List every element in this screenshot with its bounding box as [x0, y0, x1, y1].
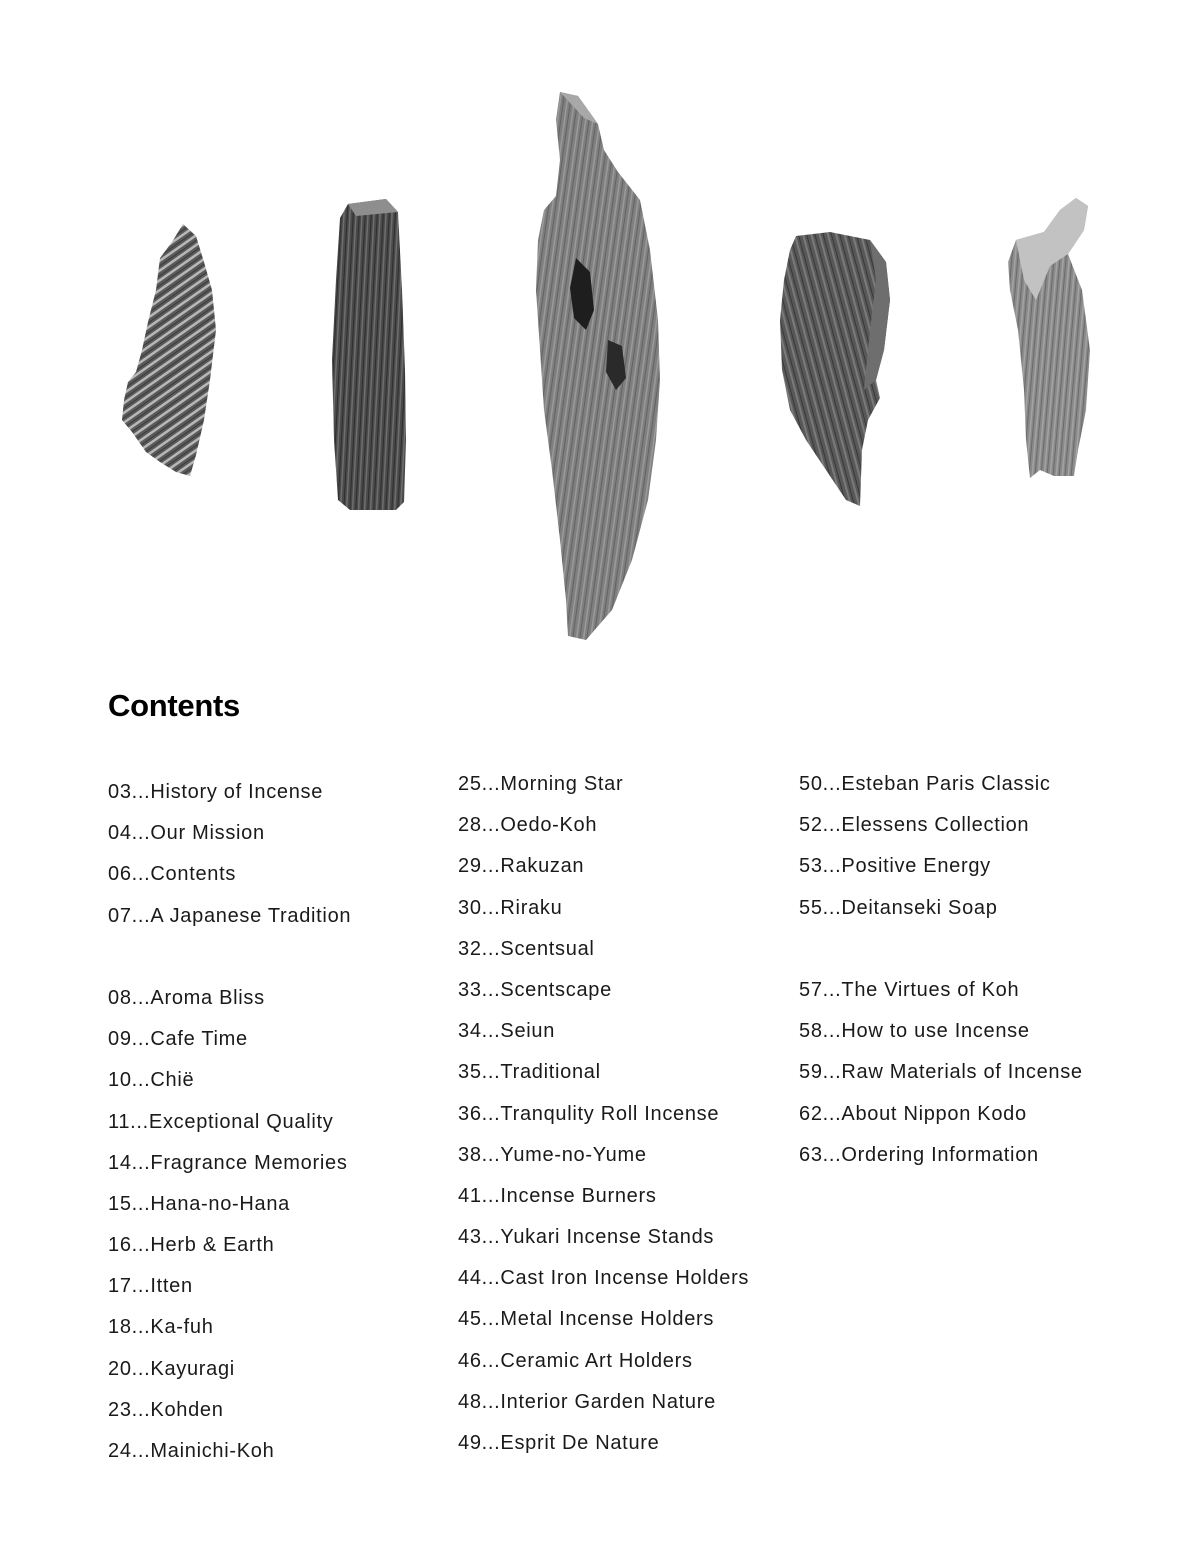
contents-entry: 55...Deitanseki Soap — [799, 896, 998, 919]
contents-entry: 50...Esteban Paris Classic — [799, 773, 1051, 795]
agarwood-piece-3-icon — [536, 92, 660, 640]
contents-entry: 32...Scentsual — [458, 937, 595, 960]
contents-entry: 58...How to use Incense — [799, 1020, 1030, 1043]
contents-entry: 03...History of Incense — [108, 781, 324, 803]
contents-entry: 24...Mainichi-Koh — [108, 1440, 275, 1462]
contents-entry: 16...Herb & Earth — [108, 1234, 275, 1257]
contents-entry: 48...Interior Garden Nature — [458, 1390, 716, 1413]
agarwood-piece-1-icon — [122, 224, 216, 476]
contents-entry: 06...Contents — [108, 863, 237, 886]
contents-entry: 08...Aroma Bliss — [108, 986, 265, 1009]
contents-entry: 04...Our Mission — [108, 822, 265, 845]
agarwood-piece-5-icon — [1008, 198, 1090, 478]
contents-entry: 59...Raw Materials of Incense — [799, 1061, 1083, 1084]
page-title: Contents — [108, 688, 240, 723]
section-spacer — [799, 929, 1083, 970]
contents-entry: 41...Incense Burners — [458, 1184, 657, 1207]
agarwood-piece-4-icon — [780, 232, 890, 506]
contents-entry: 62...About Nippon Kodo — [799, 1102, 1027, 1125]
contents-entry: 35...Traditional — [458, 1061, 601, 1084]
contents-entry: 20...Kayuragi — [108, 1357, 235, 1380]
contents-entry: 25...Morning Star — [458, 773, 624, 795]
agarwood-piece-2-icon — [332, 199, 406, 510]
contents-entry: 52...Elessens Collection — [799, 814, 1030, 837]
contents-entry: 34...Seiun — [458, 1020, 556, 1043]
contents-column-3 — [799, 764, 1083, 1176]
agarwood-image-strip — [0, 0, 1200, 660]
contents-entry: 63...Ordering Information — [799, 1143, 1039, 1166]
contents-entry: 15...Hana-no-Hana — [108, 1192, 291, 1215]
contents-entry: 45...Metal Incense Holders — [458, 1308, 715, 1331]
contents-entry: 09...Cafe Time — [108, 1028, 248, 1051]
contents-entry: 43...Yukari Incense Stands — [458, 1226, 715, 1249]
contents-entry: 46...Ceramic Art Holders — [458, 1349, 693, 1372]
contents-entry: 23...Kohden — [108, 1398, 224, 1421]
contents-entry: 38...Yume-no-Yume — [458, 1143, 647, 1166]
contents-column-1 — [108, 772, 351, 1472]
contents-entry: 10...Chië — [108, 1069, 195, 1092]
contents-entry: 11...Exceptional Quality — [108, 1110, 334, 1133]
contents-entry: 07...A Japanese Tradition — [108, 904, 352, 927]
contents-entry: 33...Scentscape — [458, 978, 612, 1001]
contents-entry: 29...Rakuzan — [458, 855, 585, 878]
contents-entry: 53...Positive Energy — [799, 855, 991, 878]
section-spacer — [108, 937, 351, 978]
contents-entry: 30...Riraku — [458, 896, 563, 919]
contents-entry: 17...Itten — [108, 1275, 193, 1298]
contents-entry: 14...Fragrance Memories — [108, 1151, 348, 1174]
contents-entry: 44...Cast Iron Incense Holders — [458, 1267, 750, 1290]
contents-entry: 18...Ka-fuh — [108, 1316, 214, 1339]
contents-entry: 49...Esprit De Nature — [458, 1432, 660, 1454]
contents-column-2 — [458, 764, 749, 1464]
contents-entry: 36...Tranqulity Roll Incense — [458, 1102, 720, 1125]
contents-entry: 57...The Virtues of Koh — [799, 978, 1020, 1001]
contents-entry: 28...Oedo-Koh — [458, 814, 598, 837]
